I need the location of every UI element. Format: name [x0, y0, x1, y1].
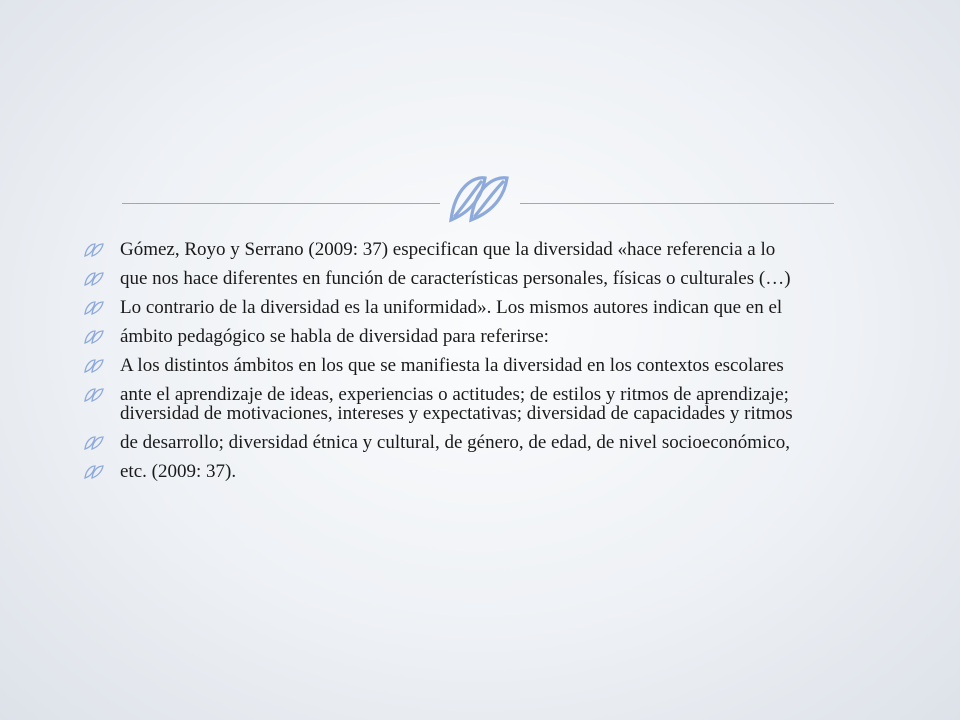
double-leaf-bullet-icon [84, 272, 106, 286]
list-item [84, 385, 854, 423]
list-item [84, 462, 854, 481]
double-leaf-bullet-icon [84, 388, 106, 402]
bullet-text: Gómez, Royo y Serrano (2009: 37) especifican que la diversidad «hace referencia a lo [120, 239, 776, 260]
double-leaf-bullet-icon [84, 359, 106, 373]
double-leaf-bullet-icon [84, 465, 106, 479]
bullet-list [84, 240, 854, 491]
bullet-text: que nos hace diferentes en función de características personales, físicas o culturales (…) [120, 268, 791, 289]
title-divider-left [122, 203, 440, 204]
double-leaf-bullet-icon [84, 436, 106, 450]
list-item [84, 327, 854, 346]
bullet-text: de desarrollo; diversidad étnica y cultural, de género, de edad, de nivel socioeconómico, [120, 432, 791, 453]
double-leaf-icon [445, 170, 515, 226]
bullet-text: etc. (2009: 37). [120, 461, 237, 482]
list-item [84, 356, 854, 375]
title-divider-right [520, 203, 834, 204]
bullet-text: A los distintos ámbitos en los que se manifiesta la diversidad en los contextos escolares [120, 355, 784, 376]
double-leaf-bullet-icon [84, 301, 106, 315]
double-leaf-bullet-icon [84, 243, 106, 257]
bullet-text: ámbito pedagógico se habla de diversidad para referirse: [120, 326, 549, 347]
list-item [84, 298, 854, 317]
bullet-text: Lo contrario de la diversidad es la uniformidad». Los mismos autores indican que en el [120, 297, 783, 318]
list-item [84, 433, 854, 452]
bullet-text: ante el aprendizaje de ideas, experiencias o actitudes; de estilos y ritmos de aprendizaje; diversidad de motivaciones, intereses y expectativas; diversidad de capacidades y ritmos [120, 384, 793, 424]
list-item [84, 269, 854, 288]
double-leaf-bullet-icon [84, 330, 106, 344]
list-item [84, 240, 854, 259]
